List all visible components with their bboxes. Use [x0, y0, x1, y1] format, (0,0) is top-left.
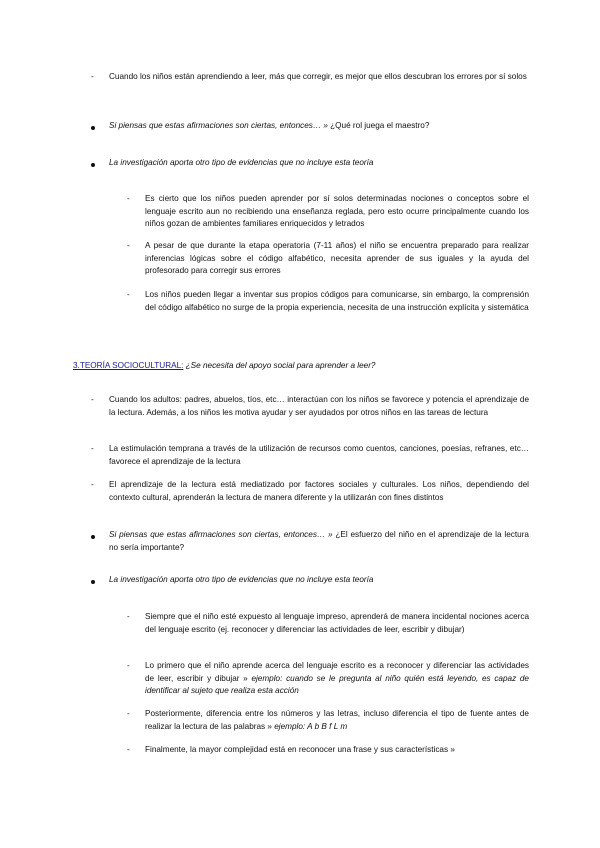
bullet-icon [91, 535, 95, 539]
dash-marker: - [127, 709, 130, 718]
list-item: Finalmente, la mayor complejidad está en reconocer una frase y sus características » [145, 745, 455, 754]
dash-marker: - [127, 661, 130, 670]
list-item: A pesar de que durante la etapa operatoria (7-11 años) el niño se encuentra preparado para realizar inferencias lógicas sobre el código alfabético, necesita aprender de sus iguales y la ayuda del profesorado para corregir sus errores [145, 241, 529, 276]
list-item [145, 708, 529, 733]
dash-marker: - [91, 480, 94, 489]
dash-marker: - [91, 72, 94, 81]
bullet-icon [91, 163, 95, 167]
bullet-icon [91, 580, 95, 584]
evidence-label: La investigación aporta otro tipo de evidencias que no incluye esta teoría [109, 158, 374, 167]
example-text: ejemplo: A b B f L m [274, 721, 348, 731]
dash-marker: - [91, 395, 94, 404]
evidence-label: La investigación aporta otro tipo de evidencias que no incluye esta teoría [109, 575, 374, 584]
dash-marker: - [127, 194, 130, 203]
list-item: El aprendizaje de la lectura está mediatizado por factores sociales y culturales. Los niños, dependiendo del contexto cultural, aprenderán la lectura de manera diferente y la utilizarán con fines distintos [109, 480, 529, 502]
question-line [109, 529, 529, 554]
list-item: La estimulación temprana a través de la utilización de recursos como cuentos, canciones, poesías, refranes, etc… favorece el aprendizaje de la lectura [109, 444, 529, 466]
dash-marker: - [127, 241, 130, 250]
question-text: ¿Qué rol juega el maestro? [327, 121, 430, 130]
dash-marker: - [91, 444, 94, 453]
question-italic: Si piensas que estas afirmaciones son ciertas, entonces… » [109, 530, 333, 539]
dash-marker: - [127, 290, 130, 299]
question-italic: Si piensas que estas afirmaciones son ciertas, entonces… » [109, 121, 328, 130]
list-item: Siempre que el niño esté expuesto al lenguaje impreso, aprenderá de manera incidental nociones acerca del lenguaje escrito (ej. reconocer y diferenciar las actividades de leer, escribir y dibujar) [145, 612, 529, 634]
section-question: ¿Se necesita del apoyo social para aprender a leer? [183, 361, 376, 370]
list-item: Los niños pueden llegar a inventar sus propios códigos para comunicarse, sin embargo, la comprensión del código alfabético no surge de la propia experiencia, necesita de una instrucción explícita y sistemática [145, 290, 529, 312]
example-text: ejemplo: cuando se le pregunta al niño quién está leyendo, es capaz de identificar al sujeto que realiza esta acción [145, 673, 529, 696]
dash-marker: - [127, 745, 130, 754]
question-line [109, 120, 529, 133]
list-item-text: Lo primero que el niño aprende acerca del lenguaje escrito es a reconocer y diferenciar las actividades de leer, escribir y dibujar » [145, 661, 529, 683]
list-item-text: Posteriormente, diferencia entre los números y las letras, incluso diferencia el tipo de fuente antes de realizar la lectura de las palabras » [145, 709, 529, 731]
list-item: Cuando los adultos: padres, abuelos, tíos, etc… interactúan con los niños se favorece y potencia el aprendizaje de la lectura. Además, a los niños les motiva ayudar y ser ayudados por otros niños en las tareas de lectura [109, 395, 529, 417]
list-item: Cuando los niños están aprendiendo a leer, más que corregir, es mejor que ellos descubran los errores por sí solos [109, 72, 527, 81]
dash-marker: - [127, 612, 130, 621]
list-item: Es cierto que los niños pueden aprender por sí solos determinadas nociones o conceptos sobre el lenguaje escrito aun no recibiendo una enseñanza reglada, pero esto ocurre principalmente cuando los niños gozan de ambientes familiares enriquecidos y letrados [145, 194, 529, 229]
section-heading [73, 360, 533, 373]
list-item [145, 660, 529, 698]
bullet-icon [91, 126, 95, 130]
section-title: 3.TEORÍA SOCIOCULTURAL: [73, 361, 184, 370]
question-text: ¿El esfuerzo del niño en el aprendizaje de la lectura no sería importante? [109, 530, 529, 552]
